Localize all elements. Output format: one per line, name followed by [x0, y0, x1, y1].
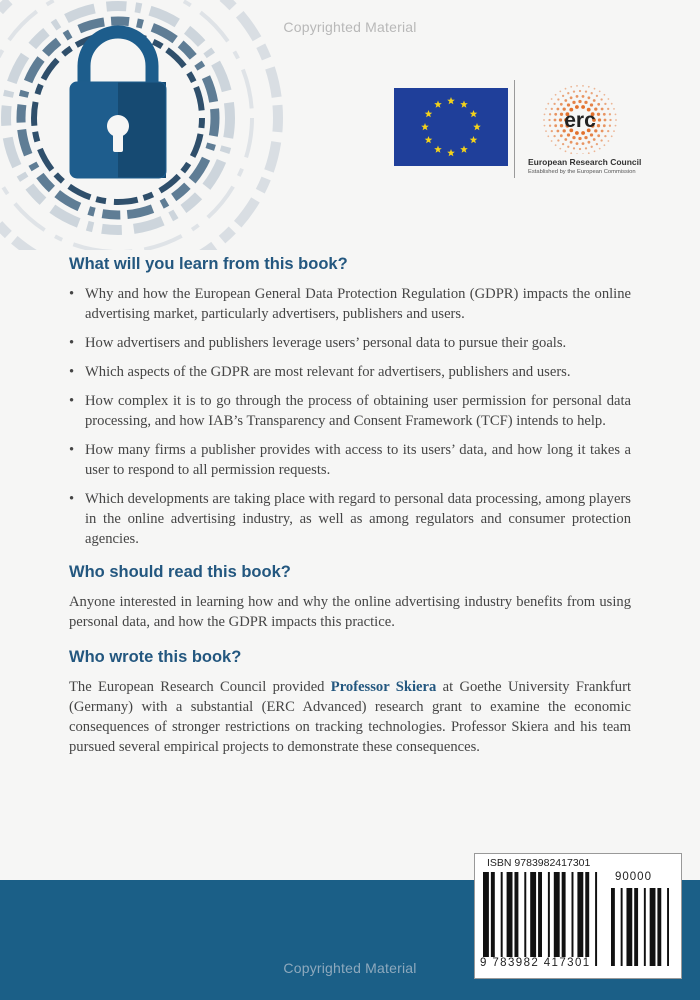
list-item: • How complex it is to go through the process of obtaining user permission for personal data processing, and how IAB’s Transparency and Consent Framework (TCF) intends to help. — [69, 391, 631, 431]
erc-subtitle: Established by the European Commission — [528, 169, 636, 175]
author-text — [69, 677, 631, 757]
isbn-label: ISBN 9783982417301 — [487, 857, 591, 869]
list-item: • Which aspects of the GDPR are most relevant for advertisers, publishers and users. — [69, 362, 631, 382]
lock-icon — [70, 32, 166, 178]
eu-flag-logo — [394, 88, 508, 166]
logo-divider — [514, 80, 515, 178]
audience-heading: Who should read this book? — [69, 563, 291, 581]
author-text-after: at Goethe University Frankfurt (Germany) with a substantial (ERC Advanced) research grant to examine the economic consequences of stronger restrictions on tracking technologies. Professor Skiera and his team pursued several empirical projects to demonstrate these consequences. — [69, 679, 631, 755]
barcode-digits: 9 783982 417301 — [480, 957, 591, 969]
sponsor-logos — [392, 80, 652, 180]
watermark-bottom: Copyrighted Material — [283, 960, 417, 976]
learn-list — [69, 284, 631, 549]
list-item: • How many firms a publisher provides with access to its users’ data, and how long it takes a user to respond to all permission requests. — [69, 440, 631, 480]
author-text-before: The European Research Council provided — [69, 679, 331, 695]
barcode-addon-bars — [611, 888, 669, 966]
author-name: Professor Skiera — [330, 679, 437, 695]
audience-text: Anyone interested in learning how and why the online advertising industry benefits from using personal data, and how the GDPR impacts this practice. — [69, 594, 631, 630]
erc-name: European Research Council — [528, 157, 642, 167]
list-item: • Which developments are taking place with regard to personal data processing, among players in the online advertising industry, as well as among regulators and consumer protection agencies. — [69, 489, 631, 549]
list-item: • How advertisers and publishers leverage users’ personal data to pursue their goals. — [69, 333, 631, 353]
watermark-top: Copyrighted Material — [283, 19, 417, 35]
barcode-bars — [483, 872, 601, 966]
padlock-illustration — [0, 0, 300, 250]
author-heading: Who wrote this book? — [69, 648, 242, 666]
learn-heading: What will you learn from this book? — [69, 255, 348, 273]
erc-logo — [540, 84, 620, 154]
erc-abbrev: erc — [564, 109, 596, 132]
list-item: • Why and how the European General Data Protection Regulation (GDPR) impacts the online advertising market, particularly advertisers, publishers and users. — [69, 284, 631, 324]
barcode-addon: 90000 — [615, 871, 652, 883]
back-cover-text — [69, 255, 631, 757]
